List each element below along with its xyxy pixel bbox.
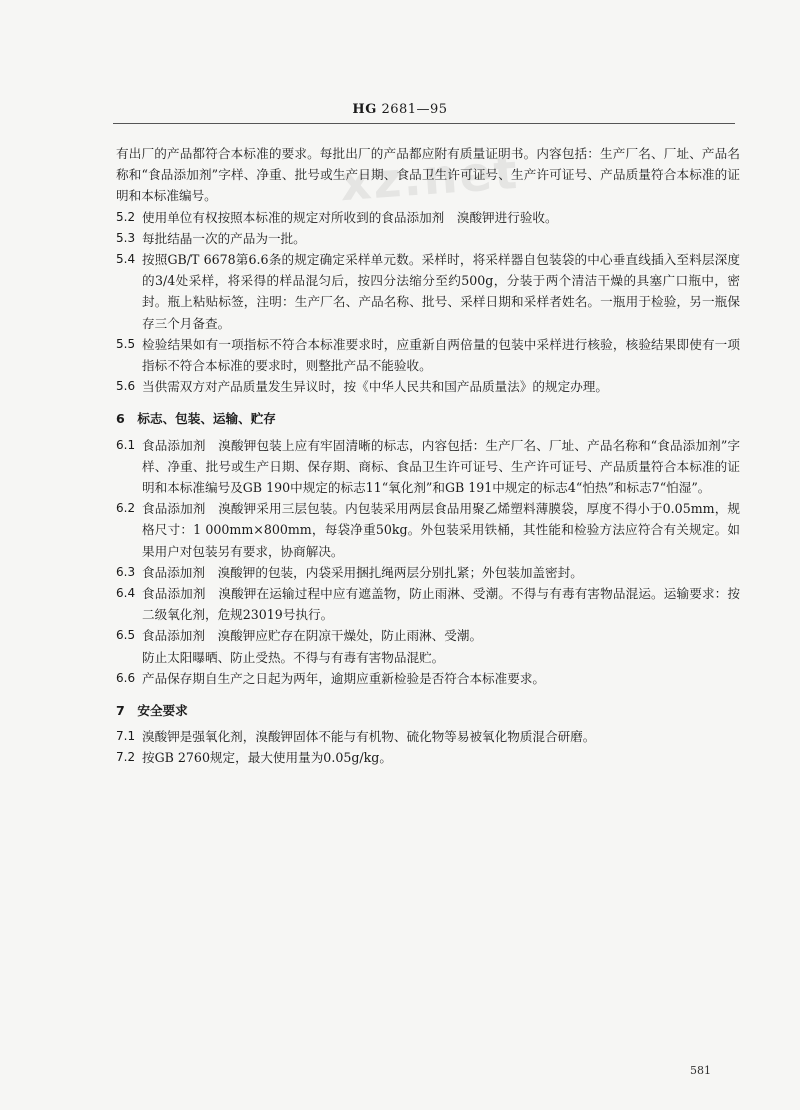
section-6-heading: 6 标志、包装、运输、贮存 <box>116 411 276 427</box>
clause-text: 检验结果如有一项指标不符合本标准要求时，应重新自两倍量的包装中采样进行核验，核验结果即使有一项指标不符合本标准的要求时，则整批产品不能验收。 <box>142 336 740 374</box>
clause-5-3 <box>116 228 740 249</box>
clause-5-6 <box>116 376 740 397</box>
clause-7-1 <box>116 726 740 747</box>
clause-text: 使用单位有权按照本标准的规定对所收到的食品添加剂 溴酸钾进行验收。 <box>142 209 558 225</box>
header-rule <box>113 123 735 124</box>
document-body <box>116 143 740 769</box>
clause-number: 6.3 <box>116 564 136 579</box>
clause-number: 6.4 <box>116 586 136 601</box>
clause-number: 6.1 <box>116 437 136 452</box>
clause-text: 按照GB/T 6678第6.6条的规定确定采样单元数。采样时，将采样器自包装袋的中心垂直线插入至料层深度的3/4处采样，将采得的样品混匀后，按四分法缩分至约500g，分装于两个清洁干燥的具塞广口瓶中，密封。瓶上粘贴标签，注明：生产厂名、产品名称、批号、采样日期和采样者姓名。一瓶用于检验，另一瓶保存三个月备查。 <box>142 252 740 331</box>
page-header <box>0 102 800 117</box>
clause-6-6 <box>116 668 740 689</box>
standard-code: HG <box>352 102 377 117</box>
clause-text: 食品添加剂 溴酸钾包装上应有牢固清晰的标志，内容包括：生产厂名、厂址、产品名称和“食品添加剂”字样、净重、批号或生产日期、保存期、商标、食品卫生许可证号、生产许可证号、产品质量符合本标准的证明和本标准编号及GB 190中规定的标志11“氧化剂”和GB 191中规定的标志4“怕热”和标志7“怕湿”。 <box>142 437 740 496</box>
clause-6-5 <box>116 625 740 646</box>
clause-text: 溴酸钾是强氧化剂，溴酸钾固体不能与有机物、硫化物等易被氧化物质混合研磨。 <box>142 729 596 745</box>
clause-text: 按GB 2760规定，最大使用量为0.05g/kg。 <box>142 750 392 766</box>
section-7-heading: 7 安全要求 <box>116 703 188 719</box>
clause-6-1 <box>116 435 740 499</box>
clause-7-2 <box>116 747 740 768</box>
clause-5-4 <box>116 249 740 334</box>
clause-number: 5.6 <box>116 379 136 394</box>
standard-number: 2681—95 <box>381 102 448 117</box>
clause-6-3 <box>116 562 740 583</box>
clause-number: 5.5 <box>116 336 136 351</box>
page-number: 581 <box>690 1064 711 1077</box>
clause-number: 6.6 <box>116 670 136 685</box>
clause-text: 食品添加剂 溴酸钾应贮存在阴凉干燥处，防止雨淋、受潮。 <box>142 628 483 644</box>
clause-number: 5.3 <box>116 230 136 245</box>
clause-number: 6.2 <box>116 501 136 516</box>
clause-6-4 <box>116 583 740 625</box>
clause-text: 食品添加剂 溴酸钾采用三层包装。内包装采用两层食品用聚乙烯塑料薄膜袋，厚度不得小于0.05mm，规格尺寸：1 000mm×800mm，每袋净重50kg。外包装采用铁桶，其性能和检验方法应符合有关规定。如果用户对包装另有要求，协商解决。 <box>142 501 740 559</box>
clause-number: 7.1 <box>116 729 136 744</box>
clause-text: 每批结晶一次的产品为一批。 <box>142 230 306 246</box>
clause-number: 7.2 <box>116 750 136 765</box>
clause-6-2 <box>116 498 740 562</box>
clause-5-5 <box>116 334 740 376</box>
clause-number: 6.5 <box>116 628 136 643</box>
clause-number: 5.2 <box>116 209 136 224</box>
paragraph-intro: 有出厂的产品都符合本标准的要求。每批出厂的产品都应附有质量证明书。内容包括：生产厂名、厂址、产品名称和“食品添加剂”字样、净重、批号或生产日期、食品卫生许可证号、生产许可证号、产品质量符合本标准的证明和本标准编号。 <box>116 146 740 204</box>
clause-number: 5.4 <box>116 252 136 267</box>
clause-6-5-continuation: 防止太阳曝晒、防止受热。不得与有毒有害物品混贮。 <box>142 649 445 665</box>
clause-text: 产品保存期自生产之日起为两年，逾期应重新检验是否符合本标准要求。 <box>142 670 545 686</box>
watermark: xz.net <box>338 143 521 213</box>
clause-5-2 <box>116 207 740 228</box>
clause-text: 当供需双方对产品质量发生异议时，按《中华人民共和国产品质量法》的规定办理。 <box>142 379 608 395</box>
clause-text: 食品添加剂 溴酸钾在运输过程中应有遮盖物，防止雨淋、受潮。不得与有毒有害物品混运。运输要求：按二级氧化剂，危规23019号执行。 <box>142 586 740 623</box>
clause-text: 食品添加剂 溴酸钾的包装，内袋采用捆扎绳两层分别扎紧；外包装加盖密封。 <box>142 564 583 580</box>
